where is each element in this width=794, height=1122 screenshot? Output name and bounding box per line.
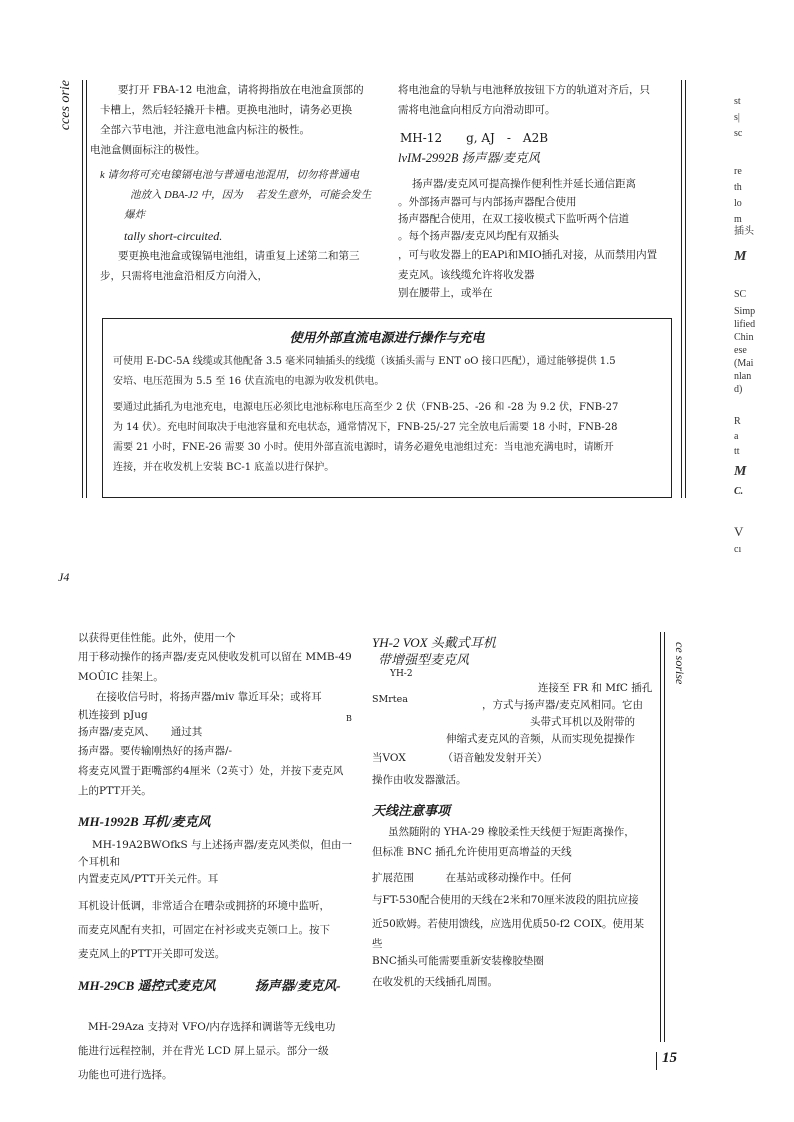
heading-yh2-sub: 带增强型麦克风 [378, 652, 470, 667]
bottom-left-column [78, 630, 368, 1087]
box-line: 安培、电压范围为 5.5 至 16 伏直流电的电源为收发机供电。 [113, 376, 385, 387]
top-right-rule-2 [685, 80, 686, 498]
box-line: 可使用 E-DC-5A 线缆或其他配备 3.5 毫米同轴插头的线缆（该插头需与 ENT oO 接口匹配），通过能够提供 1.5 [113, 356, 616, 367]
side-snip: R [734, 416, 741, 427]
para-line: 卡槽上，然后轻轻撬开卡槽。更换电池时，请务必更换 [100, 104, 352, 116]
para-line: 扩展范围 在基站或移动操作中。任何 [372, 872, 572, 884]
para-line: 伸缩式麦克风的音频，从而实现免提操作 [446, 733, 635, 745]
para-line: 用于移动操作的扬声器/麦克风使收发机可以留在 MMB-49 [78, 651, 352, 663]
bottom-right-rule-2 [664, 632, 665, 1042]
para-line: 麦克风上的PTT开关即可发送。 [78, 948, 226, 960]
para-line: 虽然随附的 YHA-29 橡胶柔性天线便于短距离操作， [388, 826, 635, 838]
page-number: 15 [662, 1050, 677, 1066]
side-snip: C. [734, 486, 744, 497]
page-number-rule [656, 1052, 657, 1070]
para-line: ，方式与扬声器/麦克风相同。它由 [482, 699, 644, 711]
side-snip: 插头 [734, 226, 754, 237]
para-line: MH-29Aza 支持对 VFO/内存选择和调谐等无线电功 [88, 1021, 336, 1033]
para-line: 连接至 FR 和 MfC 插孔 [538, 682, 653, 694]
side-snip: Chin [734, 332, 754, 343]
top-left-rule-2 [86, 80, 87, 498]
side-snip: M [734, 249, 747, 264]
para-line: 以获得更佳性能。此外，使用一个 [78, 632, 236, 644]
para-line: 头带式耳机以及附带的 [530, 716, 635, 728]
bottom-right-column [372, 634, 662, 992]
box-title: 使用外部直流电源进行操作与充电 [289, 330, 485, 345]
side-snip: Simp [734, 306, 756, 317]
box-line: 需要 21 小时，FNE-26 需要 30 小时。使用外部直流电源时，请务必避免电池组过充：当电池充满电时，请断开 [113, 442, 614, 453]
top-right-column [398, 80, 678, 302]
para-line: 上的PTT开关。 [78, 785, 152, 797]
warning-line: 池放入 DBA-J2 中，因为 若发生意外，可能会发生 [130, 190, 372, 201]
side-snip: lo [734, 198, 742, 209]
para-line: 电池盒侧面标注的极性。 [90, 144, 206, 156]
side-snip: nlan [734, 371, 752, 382]
top-left-column [90, 80, 390, 286]
side-snip: a [734, 431, 739, 442]
para-line: 麦克风。该线缆允许将收发器 [398, 269, 535, 281]
para-line: 但标准 BNC 插孔允许使用更高增益的天线 [372, 846, 572, 858]
para-line: MOÛIC 挂架上。 [78, 671, 164, 683]
side-snip: ese [734, 345, 747, 356]
para-line: 。外部扬声器可与内部扬声器配合使用 [398, 196, 577, 208]
para-line: 扬声器/麦克风、 通过其 [78, 726, 203, 738]
box-line: 连接，并在收发机上安装 BC-1 底盖以进行保护。 [113, 462, 335, 473]
side-snip: sc [734, 128, 743, 139]
para-line: 扬声器配合使用，在双工接收模式下监听两个信道 [398, 213, 629, 225]
para-line: 要更换电池盒或镍镉电池组，请重复上述第二和第三 [118, 250, 360, 262]
para-line: 需将电池盒向相反方向滑动即可。 [398, 104, 556, 116]
box-line: 为 14 伏）。充电时间取决于电池容量和充电状态，通常情况下，FNB-25/-27 完全放电后需要 18 小时，FNB-28 [113, 422, 618, 433]
warning-line: tally short-circuited. [124, 229, 223, 243]
para-line: 扬声器/麦克风可提高操作便利性并延长通信距离 [412, 178, 637, 190]
bottom-right-rule-1 [660, 632, 661, 1042]
dc-power-box [102, 318, 672, 498]
para-line: 将电池盒的导轨与电池释放按钮下方的轨道对齐后，只 [398, 84, 650, 96]
page-marker-j4: J4 [58, 570, 70, 584]
para-line: 步，只需将电池盒沿相反方向滑入， [100, 270, 268, 282]
heading-mh29cb: MH-29CB 遥控式麦克风 [78, 978, 216, 993]
small-label: YH-2 [390, 669, 413, 679]
side-snip: cı [734, 544, 742, 555]
side-snip: M [734, 464, 747, 479]
model-line: MH-12 g, AJ - A2B [400, 131, 549, 145]
side-snip: tt [734, 446, 740, 457]
para-line: 将麦克风置于距嘴部约4厘米（2英寸）处，并按下麦克风 [78, 765, 344, 777]
para-line: 要打开 FBA-12 电池盒，请将拇指放在电池盒顶部的 [118, 84, 364, 96]
para-line: 扬声器。要传输刚热好的扬声器/- [78, 745, 233, 757]
para-line: 在接收信号时，将扬声器/miv 靠近耳朵；或将耳 [96, 691, 322, 703]
warning-line: 爆炸 [124, 210, 145, 221]
para-line: 能进行远程控制，并在背光 LCD 屏上显示。部分一级 [78, 1045, 329, 1057]
para-line: BNC插头可能需要重新安装橡胶垫圈 [372, 955, 544, 967]
b-mark: B [346, 714, 352, 723]
heading-antenna: 天线注意事项 [372, 803, 451, 818]
para-line: 耳机设计低调，非常适合在嘈杂或拥挤的环境中监听， [78, 900, 330, 912]
smrtea: SMrtea [372, 694, 408, 705]
heading-mh1992b: MH-1992B 耳机/麦克风 [78, 814, 211, 829]
top-right-rule-1 [681, 80, 682, 498]
para-line: 与FT-530配合使用的天线在2米和70厘米波段的阻抗应接 [372, 894, 639, 906]
para-line: 操作由收发器激活。 [372, 774, 467, 786]
para-line: 近50欧姆。若使用馈线，应选用优质50-f2 COIX。使用某 [372, 918, 644, 930]
para-line: 些 [372, 938, 383, 950]
model-title: lvIM-2992B 扬声器/麦克风 [398, 151, 540, 165]
side-snip: V [734, 524, 744, 539]
para-line: 在收发机的天线插孔周围。 [372, 976, 498, 988]
side-snip: st [734, 96, 741, 107]
para-line: ，可与收发器上的EAPi和MIO插孔对接，从而禁用内置 [398, 249, 658, 261]
side-snip: m [734, 214, 742, 225]
para-line: 机连接到 pJug [78, 709, 148, 721]
para-line: 别在腰带上，或举在 [398, 287, 493, 299]
side-snip: d) [734, 384, 743, 395]
para-line: 内置麦克风/PTT开关元件。耳 [78, 873, 219, 885]
side-snip: th [734, 182, 742, 193]
para-line: 个耳机和 [78, 856, 120, 868]
heading-yh2: YH-2 VOX 头戴式耳机 [372, 635, 496, 650]
para-line: 。每个扬声器/麦克风均配有双插头 [398, 230, 560, 242]
side-snip: s| [734, 112, 740, 123]
top-left-rule-1 [82, 80, 83, 498]
para-line: MH-19A2BWOfkS 与上述扬声器/麦克风类似，但由一 [92, 839, 353, 851]
para-line: 当VOX （语音触发发射开关） [372, 752, 548, 764]
bottom-vertical-label: ce sorise [673, 642, 687, 685]
top-vertical-label: cces orie [58, 80, 73, 131]
para-line: 全部六节电池，并注意电池盒内标注的极性。 [100, 124, 310, 136]
heading-mh29cb-sub: 扬声器/麦克风- [254, 978, 341, 993]
side-snip: re [734, 166, 742, 177]
side-snip: SC [734, 289, 747, 300]
warning-line: k 请勿将可充电镍镉电池与普通电池混用，切勿将普通电 [100, 170, 360, 181]
para-line: 功能也可进行选择。 [78, 1069, 173, 1081]
side-snip: lified [734, 319, 756, 330]
side-snip: (Mai [734, 358, 754, 369]
box-line: 要通过此插孔为电池充电，电源电压必须比电池标称电压高至少 2 伏（FNB-25、-26 和 -28 为 9.2 伏，FNB-27 [113, 402, 619, 413]
para-line: 而麦克风配有夹扣，可固定在衬衫或夹克领口上。按下 [78, 924, 330, 936]
